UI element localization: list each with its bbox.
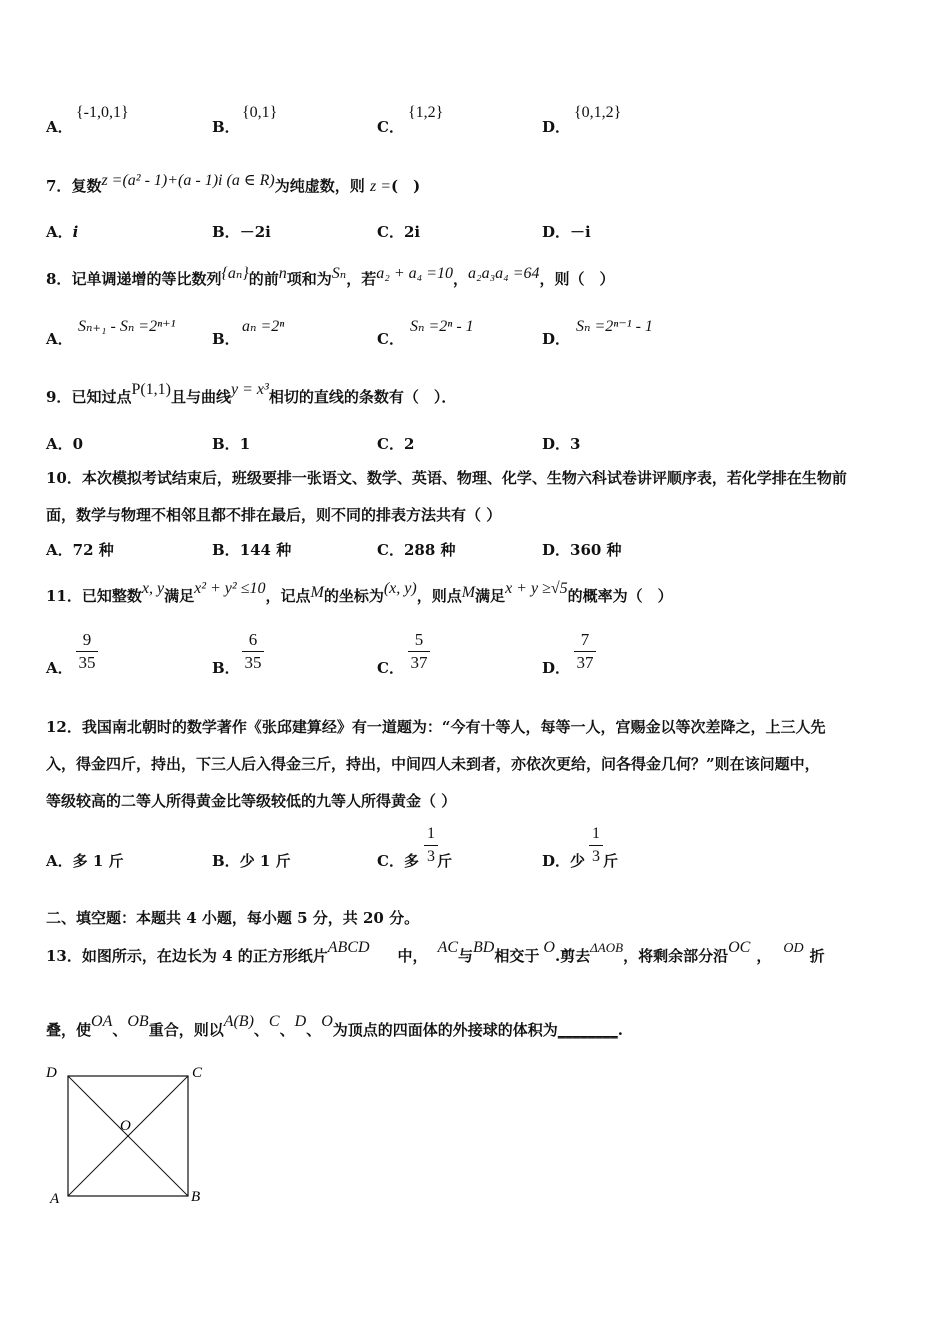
q7-option-b: B．－2i [212, 223, 271, 241]
q9-option-c: C．2 [377, 435, 415, 453]
q6-option-a-label: A． [46, 118, 73, 136]
q12-option-c: C．多 斤 [377, 852, 452, 870]
q7-option-d: D．－i [542, 223, 591, 241]
q9-option-d: D．3 [542, 435, 581, 453]
q8-option-b-label: B． [212, 330, 240, 348]
q11-option-b-label: B． [212, 659, 240, 677]
q6-option-b-value: {0,1} [242, 104, 278, 121]
q12-line-1: 12．我国南北朝时的数学著作《张邱建算经》有一道题为：“今有十等人，每等一人，宫赐金以等次差降之，上三人先 [46, 718, 826, 736]
q10-option-c: C．288 种 [377, 541, 456, 559]
q6-option-b-label: B． [212, 118, 240, 136]
q11-option-c-fraction: 5 37 [408, 630, 430, 673]
label-a: A [50, 1191, 60, 1207]
q6-option-c-label: C． [377, 118, 404, 136]
q6-option-d-value: {0,1,2} [574, 104, 622, 121]
q7-option-a: A．i [46, 223, 79, 241]
q9-option-b: B．1 [212, 435, 251, 453]
label-c: C [192, 1065, 203, 1081]
q6-option-a-value: {-1,0,1} [76, 104, 129, 121]
q8-option-d-label: D． [542, 330, 571, 348]
q8-option-c-label: C． [377, 330, 404, 348]
q12-option-d: D．少 斤 [542, 852, 619, 870]
q8-option-a-label: A． [46, 330, 73, 348]
label-d: D [46, 1065, 57, 1081]
q7-stem: 7．复数z =(a² - 1)+(a - 1)i (a ∈ R)为纯虚数，则 z =( ) [46, 172, 421, 195]
section-2-heading: 二、填空题：本题共 4 小题，每小题 5 分，共 20 分。 [46, 909, 420, 927]
q6-option-c-value: {1,2} [408, 104, 444, 121]
q9-option-a: A．0 [46, 435, 84, 453]
q13-line-2: 叠，使OA、OB重合，则以A(B)、C、D、O为顶点的四面体的外接球的体积为________. [46, 1013, 623, 1039]
q12-line-2: 入，得金四斤，持出，下三人后入得金三斤，持出，中间四人未到者，亦依次更给，问各得金几何？”则在该问题中， [46, 755, 820, 773]
q8-option-a-value: Sₙ₊₁ - Sₙ =2ⁿ⁺¹ [78, 318, 176, 335]
q11-stem: 11．已知整数x, y满足x² + y² ≤10，记点M的坐标为(x, y)，则点M满足x + y ≥√5的概率为（ ） [46, 580, 673, 605]
q10-option-d: D．360 种 [542, 541, 622, 559]
q10-option-a: A．72 种 [46, 541, 114, 559]
q8-option-d-value: Sₙ =2ⁿ⁻¹ - 1 [576, 318, 653, 335]
q12-option-a: A．多 1 斤 [46, 852, 124, 870]
q11-option-b-fraction: 6 35 [242, 630, 264, 673]
square-figure [40, 1060, 220, 1210]
q11-option-c-label: C． [377, 659, 404, 677]
q10-option-b: B．144 种 [212, 541, 292, 559]
q9-stem: 9．已知过点P(1,1)且与曲线y = x³相切的直线的条数有（ ）． [46, 381, 457, 406]
q13-line-1: 13．如图所示，在边长为 4 的正方形纸片ABCD 中， AC与BD相交于 O.剪去ΔAOB，将剩余部分沿OC ， OD 折 [46, 939, 825, 965]
q12-option-c-fraction: 1 3 [424, 824, 438, 867]
q6-option-d-label: D． [542, 118, 571, 136]
q12-option-d-fraction: 1 3 [589, 824, 603, 867]
q8-option-c-value: Sₙ =2ⁿ - 1 [410, 318, 474, 335]
label-o: O [120, 1118, 131, 1134]
q7-option-c: C．2i [377, 223, 421, 241]
q11-option-d-fraction: 7 37 [574, 630, 596, 673]
q8-option-b-value: aₙ =2ⁿ [242, 318, 285, 335]
q12-line-3: 等级较高的二等人所得黄金比等级较低的九等人所得黄金（ ） [46, 792, 457, 810]
q11-option-a-fraction: 9 35 [76, 630, 98, 673]
q8-stem: 8．记单调递增的等比数列{aₙ}的前n项和为Sₙ，若a₂ + a₄ =10，a₂a₃a₄ =64，则（ ） [46, 265, 615, 288]
q10-line-1: 10．本次模拟考试结束后，班级要排一张语文、数学、英语、物理、化学、生物六科试卷讲评顺序表，若化学排在生物前 [46, 469, 847, 487]
q12-option-b: B．少 1 斤 [212, 852, 291, 870]
q11-option-a-label: A． [46, 659, 73, 677]
label-b: B [191, 1189, 201, 1205]
q11-option-d-label: D． [542, 659, 571, 677]
q10-line-2: 面，数学与物理不相邻且都不排在最后，则不同的排表方法共有（ ） [46, 506, 502, 524]
